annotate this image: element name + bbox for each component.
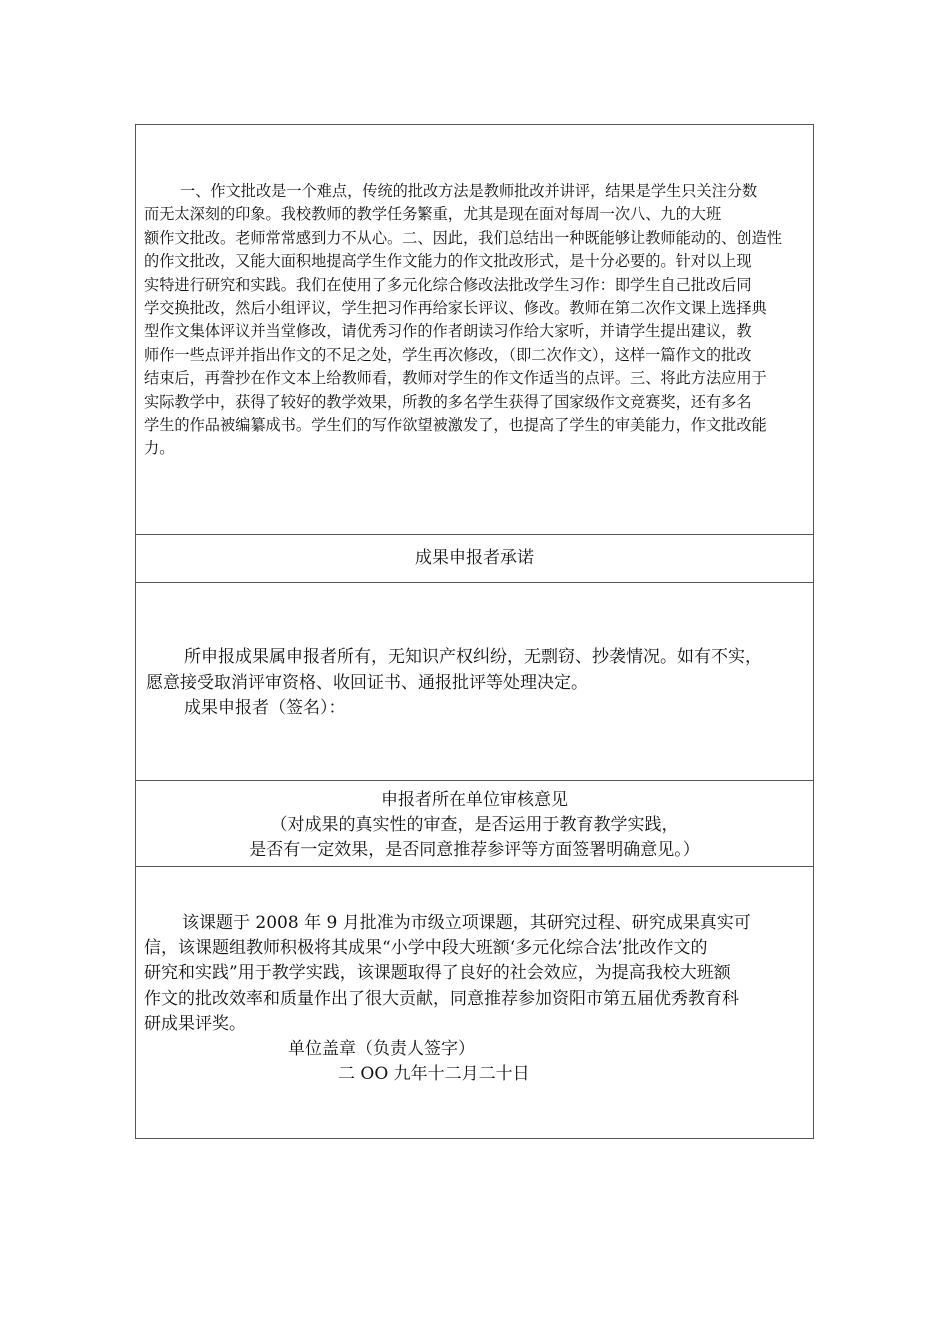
- application-form-table: [135, 124, 814, 1139]
- pledge-signature-label: 成果申报者（签名）：: [184, 698, 346, 719]
- row-divider: [136, 582, 813, 583]
- seal-signature-label: 单位盖章（负责人签字）: [288, 1039, 475, 1060]
- description-line: 的作文批改，又能大面积地提高学生作文能力的作文批改形式，是十分必要的。针对以上现: [144, 252, 752, 271]
- description-line: 型作文集体评议并当堂修改，请优秀习作的作者朗读习作给大家听，并请学生提出建议，教: [144, 322, 752, 341]
- review-text: 研成果评奖。: [144, 1013, 246, 1034]
- achievement-description: [136, 180, 813, 461]
- description-line: 额作文批改。老师常常感到力不从心。二、因此，我们总结出一种既能够让教师能动的、创造性: [144, 228, 782, 247]
- description-line: 力。: [144, 439, 175, 458]
- review-title: 申报者所在单位审核意见: [381, 790, 568, 810]
- description-line: 而无太深刻的印象。我校教师的教学任务繁重，尤其是现在面对每周一次八、九的大班: [144, 205, 722, 224]
- review-opinion: [136, 911, 813, 1087]
- review-text: 作文的批改效率和质量作出了很大贡献，同意推荐参加资阳市第五届优秀教育科: [144, 988, 739, 1009]
- review-date: 二 OO 九年十二月二十日: [338, 1064, 530, 1085]
- description-line: 学交换批改，然后小组评议，学生把习作再给家长评议、修改。教师在第二次作文课上选择典: [144, 299, 767, 318]
- review-header: [136, 788, 813, 863]
- pledge-section: [136, 645, 813, 722]
- description-line: 实特进行研究和实践。我们在使用了多元化综合修改法批改学生习作：即学生自己批改后同: [144, 275, 752, 294]
- pledge-text: 愿意接受取消评审资格、收回证书、通报批评等处理决定。: [146, 672, 588, 693]
- description-line: 学生的作品被编纂成书。学生们的写作欲望被激发了，也提高了学生的审美能力，作文批改能: [144, 416, 767, 435]
- review-subtitle: 是否有一定效果，是否同意推荐参评等方面签署明确意见。）: [249, 840, 700, 860]
- row-divider: [136, 534, 813, 535]
- pledge-title: 成果申报者承诺: [415, 548, 534, 568]
- description-line: 实际教学中，获得了较好的教学效果，所教的多名学生获得了国家级作文竞赛奖，还有多名: [144, 392, 752, 411]
- description-line: 一、作文批改是一个难点，传统的批改方法是教师批改并讲评，结果是学生只关注分数: [180, 182, 758, 200]
- review-text: 该课题于 2008 年 9 月批准为市级立项课题，其研究过程、研究成果真实可: [182, 913, 751, 933]
- row-divider: [136, 780, 813, 781]
- pledge-text: 所申报成果属申报者所有，无知识产权纠纷，无剽窃、抄袭情况。如有不实，: [184, 647, 762, 667]
- review-subtitle: （对成果的真实性的审查，是否运用于教育教学实践，: [270, 815, 679, 835]
- review-text: 研究和实践”用于教学实践，该课题取得了良好的社会效应，为提高我校大班额: [144, 963, 731, 984]
- review-text: 信，该课题组教师积极将其成果“小学中段大班额‘多元化综合法’批改作文的: [144, 938, 708, 959]
- description-line: 师作一些点评并指出作文的不足之处，学生再次修改，（即二次作文），这样一篇作文的批改: [144, 345, 752, 364]
- row-divider: [136, 866, 813, 867]
- description-line: 结束后，再誊抄在作文本上给教师看，教师对学生的作文作适当的点评。三、将此方法应用于: [144, 369, 767, 388]
